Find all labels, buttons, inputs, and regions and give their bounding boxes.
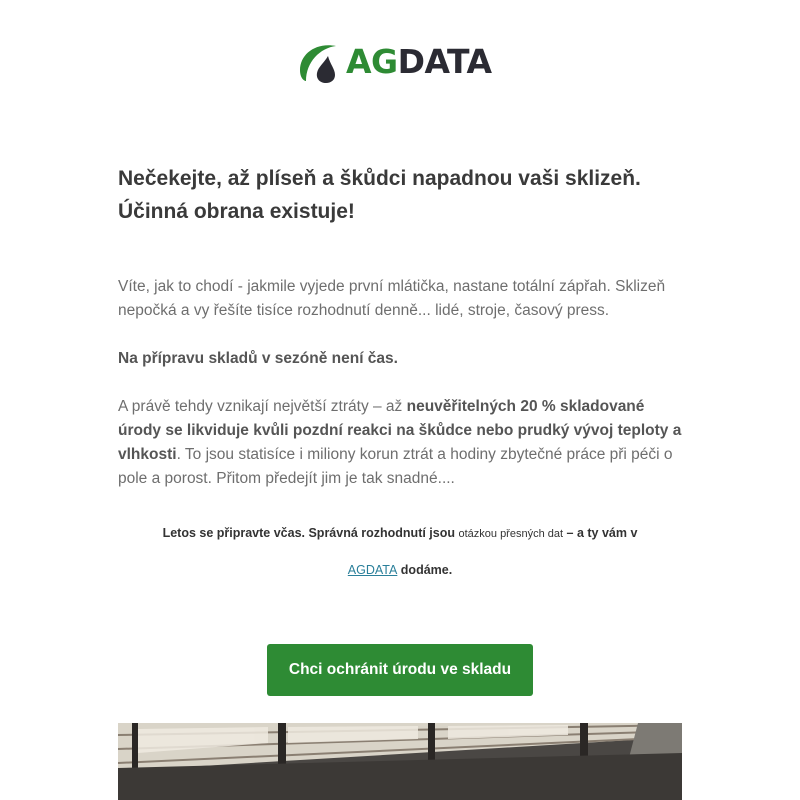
brand-wordmark: [346, 40, 492, 84]
headline-line2: Účinná obrana existuje!: [118, 200, 355, 223]
body-paragraph-1: Víte, jak to chodí - jakmile vyjede první mlátička, nastane totální zápřah. Sklizeň nepočká a vy řešíte tisíce rozhodnutí denně... lidé, stroje, časový press.: [118, 278, 666, 319]
agdata-logo[interactable]: [296, 40, 492, 84]
note-line-1: [118, 526, 682, 540]
note-text-c: – a ty vám v: [563, 526, 638, 540]
warehouse-hero-image: [118, 723, 682, 800]
headline-line1: Nečekejte, až plíseň a škůdci napadnou vaši sklizeň.: [118, 167, 641, 190]
headline: [118, 162, 698, 228]
note-text-b: otázkou přesných dat: [458, 528, 564, 540]
protect-harvest-button[interactable]: Chci ochránit úrodu ve skladu: [267, 644, 533, 696]
body-paragraph-2-bold: Na přípravu skladů v sezóně není čas.: [118, 350, 398, 367]
brand-data: DATA: [397, 42, 492, 81]
brand-ag: AG: [346, 42, 398, 81]
body-paragraph-2: [118, 347, 688, 371]
warehouse-photo-icon: [118, 723, 682, 800]
leaf-drop-logo-icon: [296, 40, 340, 84]
p3-highlight: neuvěřitelných 20 % skladované úrody se likviduje kvůli pozdní reakci na škůdce nebo prudký vývoj teploty a vlhkosti: [118, 398, 682, 463]
note-text-a: Letos se připravte včas. Správná rozhodnutí jsou: [162, 526, 459, 540]
note-text-d: dodáme.: [397, 563, 453, 577]
p3-intro: A právě tehdy vznikají největší ztráty – až: [118, 398, 407, 415]
p3-outro: . To jsou statisíce i miliony korun ztrát a hodiny zbytečné práce při péči o pole a porost. Přitom předejít jim je tak snadné....: [118, 446, 673, 487]
note-line-2: [118, 563, 682, 577]
agdata-link[interactable]: AGDATA: [347, 563, 398, 577]
body-paragraph-3: [118, 395, 688, 491]
